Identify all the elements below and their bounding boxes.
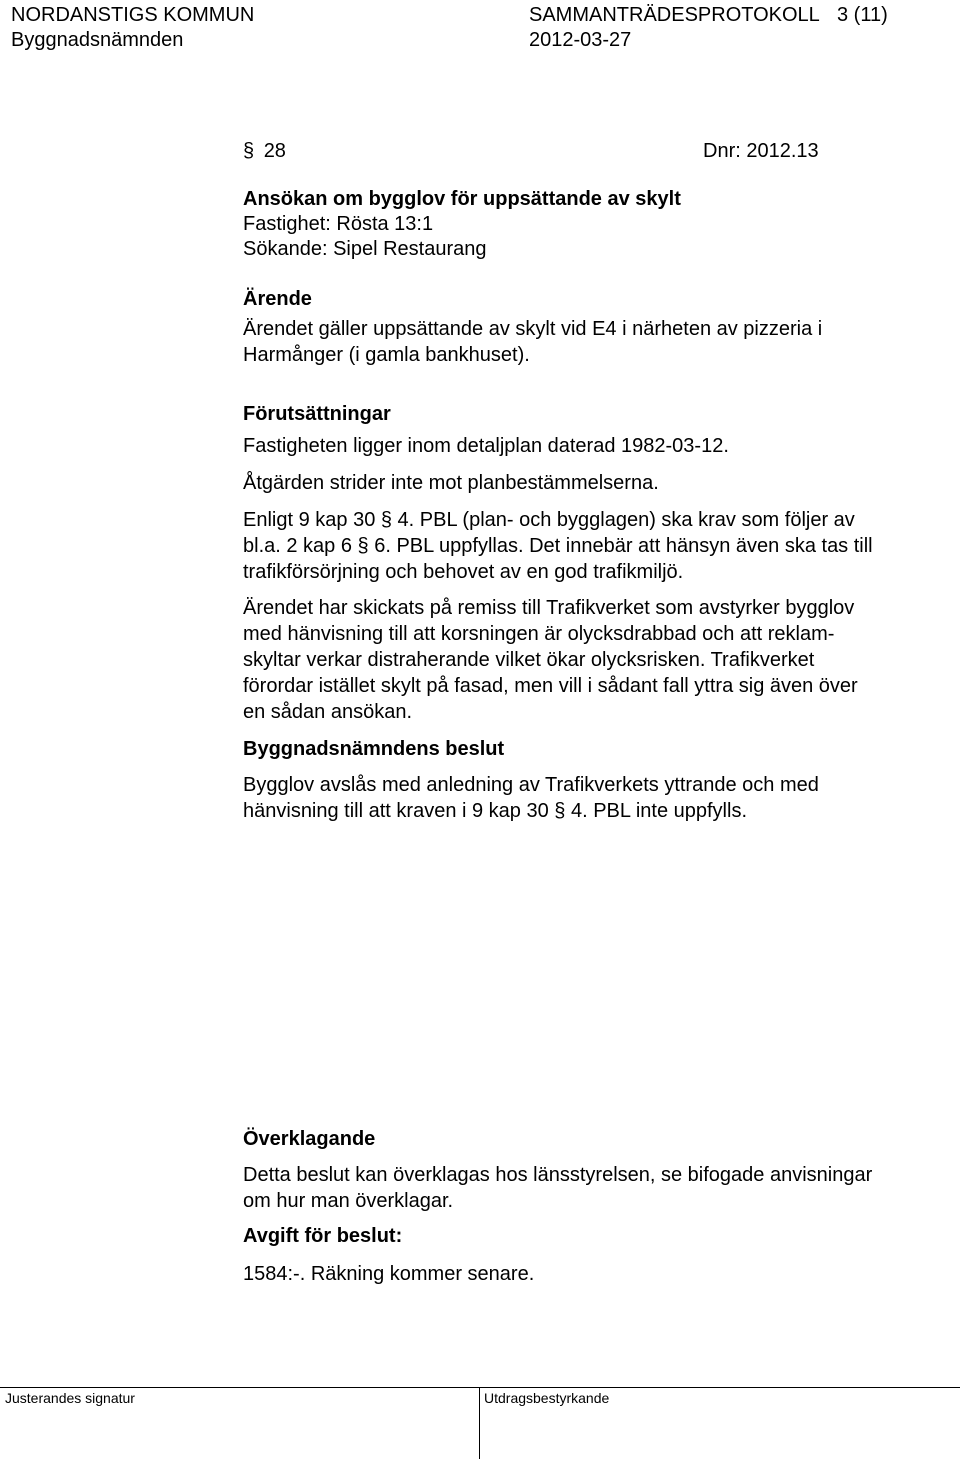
org-name: NORDANSTIGS KOMMUN	[11, 4, 255, 26]
item-number-line	[243, 138, 286, 164]
forutsattningar-heading: Förutsättningar	[243, 403, 391, 425]
beslut-heading: Byggnadsnämndens beslut	[243, 738, 505, 760]
meeting-date: 2012-03-27	[529, 29, 632, 51]
overklagande-text	[243, 1162, 943, 1214]
overklagande-line: om hur man överklagar.	[243, 1190, 454, 1212]
overklagande-line: Detta beslut kan överklagas hos länsstyrelsen, se bifogade anvisningar	[243, 1164, 873, 1186]
committee-name: Byggnadsnämnden	[11, 29, 184, 51]
pbl-line: Enligt 9 kap 30 § 4. PBL (plan- och bygglagen) ska krav som följer av	[243, 509, 855, 531]
remiss-paragraph	[243, 595, 943, 725]
remiss-line: förordar istället skylt på fasad, men vill i sådant fall yttra sig även över	[243, 675, 858, 697]
footer-column-divider	[479, 1387, 480, 1459]
arende-line: Harmånger (i gamla bankhuset).	[243, 344, 530, 366]
avgift-text: 1584:-. Räkning kommer senare.	[243, 1263, 535, 1285]
pbl-line: bl.a. 2 kap 6 § 6. PBL uppfyllas. Det innebär att hänsyn även ska tas till	[243, 535, 873, 557]
beslut-line: hänvisning till att kraven i 9 kap 30 § 4. PBL inte uppfylls.	[243, 800, 747, 822]
page-number: 3 (11)	[837, 4, 888, 26]
footer-certification-label: Utdragsbestyrkande	[484, 1390, 610, 1406]
planbestammelser-line: Åtgärden strider inte mot planbestämmelserna.	[243, 472, 659, 494]
item-title: Ansökan om bygglov för uppsättande av skylt	[243, 188, 681, 210]
item-number: 28	[263, 140, 286, 162]
arende-heading: Ärende	[243, 288, 312, 310]
doc-type: SAMMANTRÄDESPROTOKOLL	[529, 4, 820, 26]
footer-divider	[0, 1387, 960, 1388]
property: Fastighet: Rösta 13:1	[243, 213, 434, 235]
dnr: Dnr: 2012.13	[703, 140, 819, 162]
detaljplan-line: Fastigheten ligger inom detaljplan daterad 1982-03-12.	[243, 435, 729, 457]
remiss-line: skyltar verkar distraherande vilket ökar olycksrisken. Trafikverket	[243, 649, 815, 671]
beslut-line: Bygglov avslås med anledning av Trafikverkets yttrande och med	[243, 774, 819, 796]
remiss-line: Ärendet har skickats på remiss till Trafikverket som avstyrker bygglov	[243, 597, 855, 619]
applicant: Sökande: Sipel Restaurang	[243, 238, 487, 260]
footer-signature-label: Justerandes signatur	[5, 1390, 135, 1406]
overklagande-heading: Överklagande	[243, 1128, 376, 1150]
avgift-heading: Avgift för beslut:	[243, 1225, 403, 1247]
section-symbol: §	[243, 140, 255, 162]
arende-line: Ärendet gäller uppsättande av skylt vid E4 i närheten av pizzeria i	[243, 318, 823, 340]
pbl-paragraph	[243, 507, 943, 585]
remiss-line: med hänvisning till att korsningen är olycksdrabbad och att reklam-	[243, 623, 835, 645]
pbl-line: trafikförsörjning och behovet av en god trafikmiljö.	[243, 561, 684, 583]
remiss-line: en sådan ansökan.	[243, 701, 413, 723]
arende-text	[243, 316, 943, 368]
beslut-text	[243, 772, 943, 824]
